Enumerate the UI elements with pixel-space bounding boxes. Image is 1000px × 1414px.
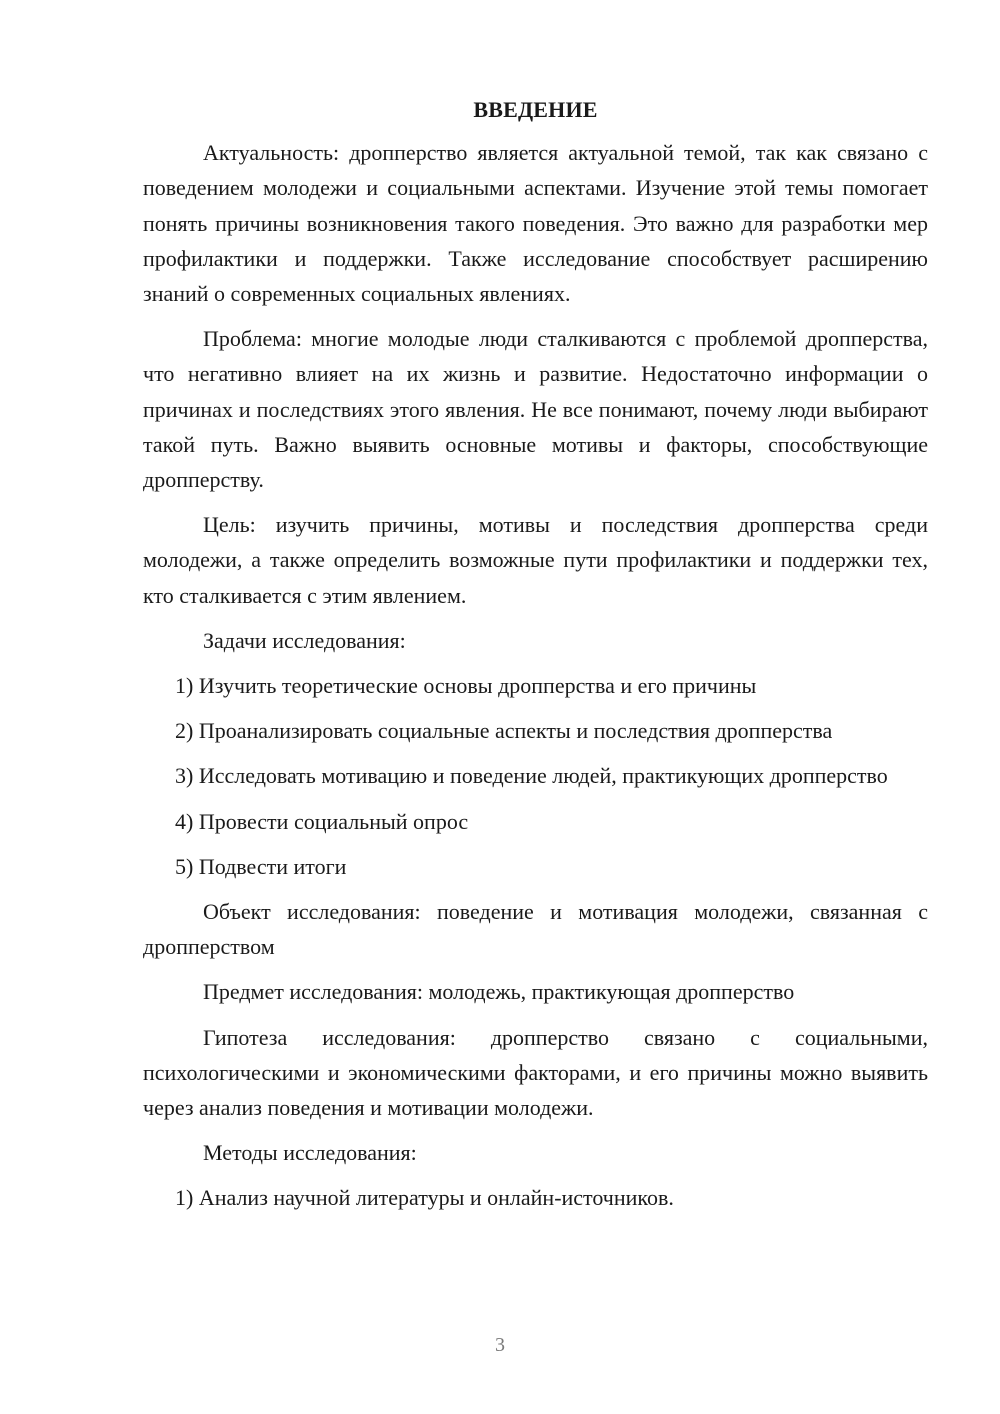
research-hypothesis-paragraph: Гипотеза исследования: дропперство связано с социальными, психологическими и экономическими факторами, и его причины можно выявить через анализ поведения и мотивации молодежи. [143,1024,928,1121]
task-item: 2) Проанализировать социальные аспекты и последствия дропперства [175,718,833,744]
task-item: 4) Провести социальный опрос [175,808,469,834]
research-object-paragraph: Объект исследования: поведение и мотивация молодежи, связанная с дропперством [143,899,928,960]
tasks-title: Задачи исследования: [203,627,406,653]
methods-title: Методы исследования: [203,1140,417,1166]
page-number: 3 [495,1334,505,1356]
page-title: ВВЕДЕНИЕ [473,97,598,122]
problem-paragraph: Проблема: многие молодые люди сталкиваются с проблемой дропперства, что негативно влияет на их жизнь и развитие. Недостаточно информации о причинах и последствиях этого явления. Не все понимают, почему люди выбирают такой путь. Важно выявить основные мотивы и факторы, способствующие дропперству. [143,326,928,493]
document-page [143,92,928,1226]
research-subject-paragraph: Предмет исследования: молодежь, практикующая дропперство [203,979,795,1005]
relevance-paragraph: Актуальность: дропперство является актуальной темой, так как связано с поведением молодежи и социальными аспектами. Изучение этой темы помогает понять причины возникновения такого поведения. Это важно для разработки мер профилактики и поддержки. Также исследование способствует расширению знаний о современных социальных явлениях. [143,140,928,307]
task-item: 3) Исследовать мотивацию и поведение людей, практикующих дропперство [175,763,888,789]
task-item: 1) Изучить теоретические основы дропперства и его причины [175,673,757,699]
task-item: 5) Подвести итоги [175,853,347,879]
method-item: 1) Анализ научной литературы и онлайн-источников. [175,1185,674,1211]
goal-paragraph: Цель: изучить причины, мотивы и последствия дропперства среди молодежи, а также определить возможные пути профилактики и поддержки тех, кто сталкивается с этим явлением. [143,512,928,608]
